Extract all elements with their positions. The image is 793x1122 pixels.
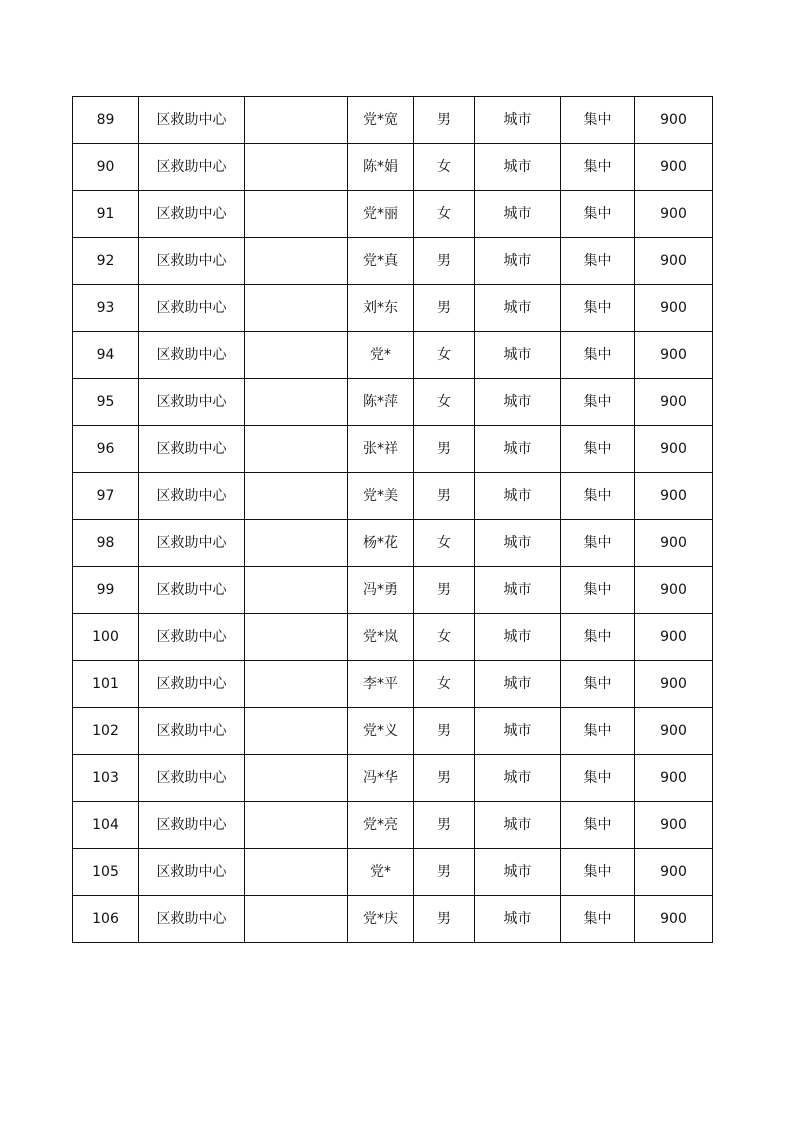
support-mode-cell: 集中 (561, 614, 635, 661)
gender-cell: 男 (414, 896, 475, 943)
row-number-cell: 105 (73, 849, 139, 896)
row-number-cell: 99 (73, 567, 139, 614)
amount-cell: 900 (635, 520, 713, 567)
name-cell: 党*丽 (348, 191, 414, 238)
support-mode-cell: 集中 (561, 238, 635, 285)
amount-cell: 900 (635, 896, 713, 943)
table-row (73, 567, 713, 614)
row-number-cell: 106 (73, 896, 139, 943)
row-number-cell: 97 (73, 473, 139, 520)
support-mode-cell: 集中 (561, 849, 635, 896)
amount-cell: 900 (635, 285, 713, 332)
row-number-cell: 93 (73, 285, 139, 332)
organization-cell: 区救助中心 (139, 379, 245, 426)
blank-cell (245, 379, 348, 426)
gender-cell: 女 (414, 332, 475, 379)
support-mode-cell: 集中 (561, 473, 635, 520)
blank-cell (245, 802, 348, 849)
roster-table-body (73, 97, 713, 943)
gender-cell: 男 (414, 567, 475, 614)
name-cell: 党* (348, 332, 414, 379)
support-mode-cell: 集中 (561, 426, 635, 473)
blank-cell (245, 473, 348, 520)
row-number-cell: 94 (73, 332, 139, 379)
blank-cell (245, 426, 348, 473)
blank-cell (245, 238, 348, 285)
name-cell: 党*美 (348, 473, 414, 520)
organization-cell: 区救助中心 (139, 567, 245, 614)
blank-cell (245, 661, 348, 708)
row-number-cell: 96 (73, 426, 139, 473)
table-row (73, 473, 713, 520)
amount-cell: 900 (635, 191, 713, 238)
support-mode-cell: 集中 (561, 755, 635, 802)
organization-cell: 区救助中心 (139, 849, 245, 896)
name-cell: 陈*萍 (348, 379, 414, 426)
row-number-cell: 100 (73, 614, 139, 661)
gender-cell: 男 (414, 285, 475, 332)
gender-cell: 男 (414, 473, 475, 520)
row-number-cell: 98 (73, 520, 139, 567)
area-type-cell: 城市 (475, 191, 561, 238)
gender-cell: 男 (414, 708, 475, 755)
area-type-cell: 城市 (475, 238, 561, 285)
table-row (73, 285, 713, 332)
table-row (73, 191, 713, 238)
blank-cell (245, 144, 348, 191)
amount-cell: 900 (635, 708, 713, 755)
gender-cell: 男 (414, 97, 475, 144)
area-type-cell: 城市 (475, 144, 561, 191)
blank-cell (245, 849, 348, 896)
row-number-cell: 104 (73, 802, 139, 849)
name-cell: 张*祥 (348, 426, 414, 473)
amount-cell: 900 (635, 379, 713, 426)
organization-cell: 区救助中心 (139, 191, 245, 238)
support-mode-cell: 集中 (561, 379, 635, 426)
gender-cell: 女 (414, 191, 475, 238)
blank-cell (245, 191, 348, 238)
support-mode-cell: 集中 (561, 285, 635, 332)
table-row (73, 802, 713, 849)
blank-cell (245, 285, 348, 332)
support-mode-cell: 集中 (561, 97, 635, 144)
name-cell: 刘*东 (348, 285, 414, 332)
name-cell: 党*岚 (348, 614, 414, 661)
table-row (73, 614, 713, 661)
row-number-cell: 101 (73, 661, 139, 708)
name-cell: 党*庆 (348, 896, 414, 943)
area-type-cell: 城市 (475, 285, 561, 332)
organization-cell: 区救助中心 (139, 426, 245, 473)
blank-cell (245, 708, 348, 755)
amount-cell: 900 (635, 238, 713, 285)
amount-cell: 900 (635, 567, 713, 614)
support-mode-cell: 集中 (561, 802, 635, 849)
name-cell: 党*亮 (348, 802, 414, 849)
amount-cell: 900 (635, 755, 713, 802)
gender-cell: 男 (414, 849, 475, 896)
area-type-cell: 城市 (475, 849, 561, 896)
organization-cell: 区救助中心 (139, 285, 245, 332)
table-row (73, 755, 713, 802)
table-row (73, 661, 713, 708)
row-number-cell: 92 (73, 238, 139, 285)
area-type-cell: 城市 (475, 708, 561, 755)
row-number-cell: 89 (73, 97, 139, 144)
amount-cell: 900 (635, 97, 713, 144)
name-cell: 冯*华 (348, 755, 414, 802)
support-mode-cell: 集中 (561, 567, 635, 614)
area-type-cell: 城市 (475, 567, 561, 614)
area-type-cell: 城市 (475, 755, 561, 802)
gender-cell: 女 (414, 144, 475, 191)
table-row (73, 97, 713, 144)
row-number-cell: 102 (73, 708, 139, 755)
table-row (73, 144, 713, 191)
area-type-cell: 城市 (475, 520, 561, 567)
table-row (73, 520, 713, 567)
table-row (73, 896, 713, 943)
row-number-cell: 91 (73, 191, 139, 238)
support-mode-cell: 集中 (561, 896, 635, 943)
name-cell: 党*义 (348, 708, 414, 755)
organization-cell: 区救助中心 (139, 520, 245, 567)
amount-cell: 900 (635, 849, 713, 896)
organization-cell: 区救助中心 (139, 896, 245, 943)
support-mode-cell: 集中 (561, 520, 635, 567)
name-cell: 陈*娟 (348, 144, 414, 191)
area-type-cell: 城市 (475, 802, 561, 849)
support-mode-cell: 集中 (561, 332, 635, 379)
table-row (73, 238, 713, 285)
support-mode-cell: 集中 (561, 708, 635, 755)
support-mode-cell: 集中 (561, 661, 635, 708)
roster-table (72, 96, 713, 943)
name-cell: 党* (348, 849, 414, 896)
blank-cell (245, 97, 348, 144)
amount-cell: 900 (635, 614, 713, 661)
organization-cell: 区救助中心 (139, 708, 245, 755)
organization-cell: 区救助中心 (139, 802, 245, 849)
amount-cell: 900 (635, 144, 713, 191)
name-cell: 党*宽 (348, 97, 414, 144)
amount-cell: 900 (635, 332, 713, 379)
area-type-cell: 城市 (475, 614, 561, 661)
gender-cell: 男 (414, 755, 475, 802)
blank-cell (245, 520, 348, 567)
organization-cell: 区救助中心 (139, 97, 245, 144)
blank-cell (245, 332, 348, 379)
row-number-cell: 90 (73, 144, 139, 191)
gender-cell: 女 (414, 520, 475, 567)
area-type-cell: 城市 (475, 896, 561, 943)
amount-cell: 900 (635, 661, 713, 708)
support-mode-cell: 集中 (561, 191, 635, 238)
blank-cell (245, 896, 348, 943)
area-type-cell: 城市 (475, 661, 561, 708)
table-row (73, 332, 713, 379)
table-row (73, 849, 713, 896)
support-mode-cell: 集中 (561, 144, 635, 191)
blank-cell (245, 614, 348, 661)
gender-cell: 女 (414, 661, 475, 708)
name-cell: 李*平 (348, 661, 414, 708)
gender-cell: 女 (414, 379, 475, 426)
name-cell: 杨*花 (348, 520, 414, 567)
gender-cell: 男 (414, 802, 475, 849)
table-row (73, 426, 713, 473)
table-row (73, 379, 713, 426)
gender-cell: 女 (414, 614, 475, 661)
area-type-cell: 城市 (475, 379, 561, 426)
amount-cell: 900 (635, 473, 713, 520)
gender-cell: 男 (414, 426, 475, 473)
blank-cell (245, 755, 348, 802)
area-type-cell: 城市 (475, 332, 561, 379)
area-type-cell: 城市 (475, 473, 561, 520)
gender-cell: 男 (414, 238, 475, 285)
amount-cell: 900 (635, 802, 713, 849)
blank-cell (245, 567, 348, 614)
organization-cell: 区救助中心 (139, 238, 245, 285)
organization-cell: 区救助中心 (139, 332, 245, 379)
area-type-cell: 城市 (475, 426, 561, 473)
organization-cell: 区救助中心 (139, 473, 245, 520)
name-cell: 党*真 (348, 238, 414, 285)
name-cell: 冯*勇 (348, 567, 414, 614)
organization-cell: 区救助中心 (139, 755, 245, 802)
table-row (73, 708, 713, 755)
row-number-cell: 95 (73, 379, 139, 426)
amount-cell: 900 (635, 426, 713, 473)
area-type-cell: 城市 (475, 97, 561, 144)
organization-cell: 区救助中心 (139, 661, 245, 708)
organization-cell: 区救助中心 (139, 144, 245, 191)
organization-cell: 区救助中心 (139, 614, 245, 661)
row-number-cell: 103 (73, 755, 139, 802)
